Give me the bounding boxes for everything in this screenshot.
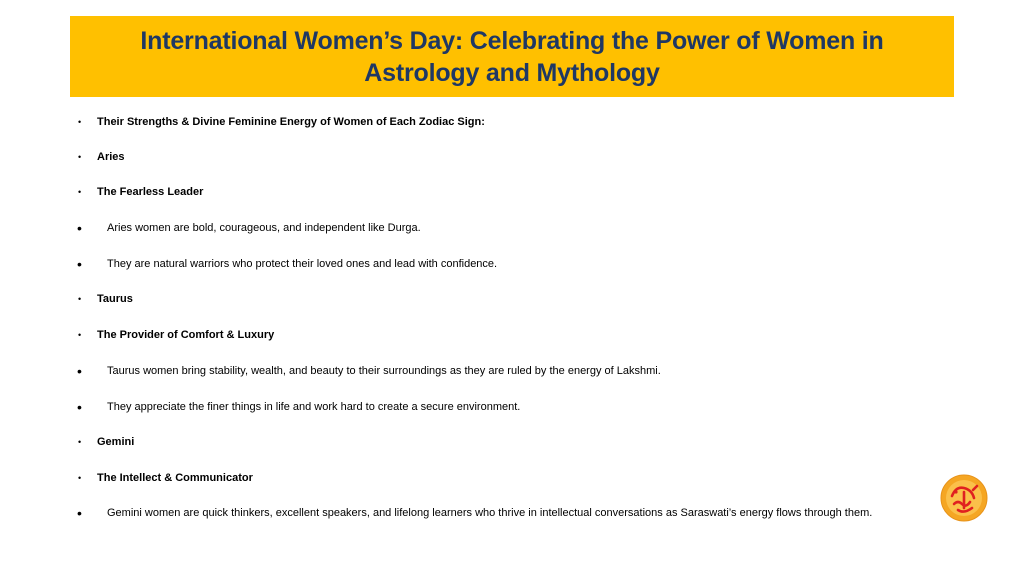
- list-item-text: The Provider of Comfort & Luxury: [97, 329, 275, 341]
- list-item-text: Aries: [97, 151, 125, 163]
- list-item-text: Their Strengths & Divine Feminine Energy of Women of Each Zodiac Sign:: [97, 116, 485, 128]
- list-item-text: Taurus: [97, 293, 133, 305]
- list-item-text: They are natural warriors who protect their loved ones and lead with confidence.: [107, 258, 498, 270]
- list-item-text: They appreciate the finer things in life and work hard to create a secure environment.: [107, 401, 521, 413]
- bullet-icon: •: [78, 117, 82, 127]
- slide-title: International Women’s Day: Celebrating the Power of Women in Astrology and Mythology: [140, 26, 884, 87]
- bullet-icon: •: [78, 187, 82, 197]
- list-item-text: Gemini: [97, 436, 135, 448]
- bullet-icon: •: [78, 330, 82, 340]
- bullet-icon: •: [78, 473, 82, 483]
- list-item-text: Taurus women bring stability, wealth, and beauty to their surroundings as they are ruled by the energy of Lakshmi.: [107, 365, 661, 377]
- bullet-icon: •: [77, 220, 82, 236]
- bullet-icon: •: [78, 294, 82, 304]
- list-item-text: Aries women are bold, courageous, and independent like Durga.: [107, 222, 421, 234]
- brand-logo-icon: [940, 474, 988, 522]
- bullet-icon: •: [78, 437, 82, 447]
- bullet-icon: •: [77, 505, 82, 521]
- list-item-text: The Fearless Leader: [97, 186, 204, 198]
- list-item-text: The Intellect & Communicator: [97, 472, 253, 484]
- bullet-icon: •: [78, 152, 82, 162]
- bullet-icon: •: [77, 363, 82, 379]
- bullet-icon: •: [77, 256, 82, 272]
- list-item-text: Gemini women are quick thinkers, excellent speakers, and lifelong learners who thrive in intellectual conversations as Saraswati’s energy flows through them.: [107, 507, 873, 519]
- bullet-icon: •: [77, 399, 82, 415]
